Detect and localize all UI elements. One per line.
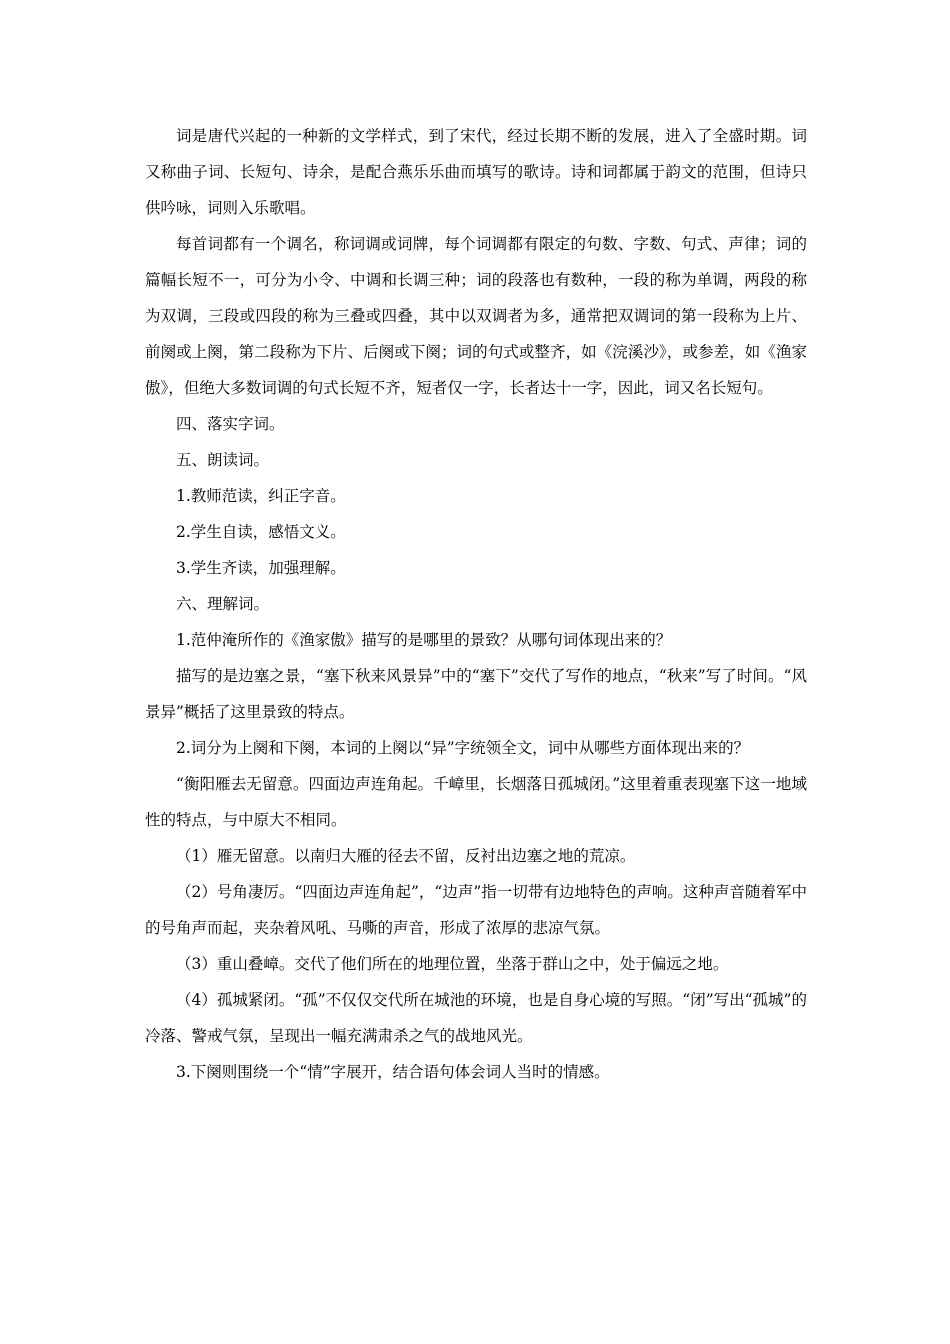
list-item-5-3: 3.学生齐读，加强理解。: [176, 559, 346, 577]
heading-section-5: 五、朗读词。: [176, 451, 270, 469]
question-6-2: 2.词分为上阕和下阕，本词的上阕以“异”字统领全文，词中从哪些方面体现出来的？: [176, 739, 750, 757]
question-6-1: 1.范仲淹所作的《渔家傲》描写的是哪里的景致？从哪句词体现出来的？: [176, 631, 672, 649]
answer-6-2: “衡阳雁去无留意。四面边声连角起。千嶂里，长烟落日孤城闭。”这里着重表现塞下这一地域性的特点，与中原大不相同。: [145, 775, 807, 829]
point-3: （3）重山叠嶂。交代了他们所在的地理位置，坐落于群山之中，处于偏远之地。: [176, 955, 729, 973]
document-page: [145, 118, 807, 1090]
answer-6-1: 描写的是边塞之景，“塞下秋来风景异”中的“塞下”交代了写作的地点，“秋来”写了时间。“风景异”概括了这里景致的特点。: [145, 667, 807, 721]
list-item-5-1: 1.教师范读，纠正字音。: [176, 487, 346, 505]
paragraph-cipai: 每首词都有一个调名，称词调或词牌，每个词调都有限定的句数、字数、句式、声律；词的篇幅长短不一，可分为小令、中调和长调三种；词的段落也有数种，一段的称为单调，两段的称为双调，三段或四段的称为三叠或四叠，其中以双调者为多，通常把双调词的第一段称为上片、前阕或上阕，第二段称为下片、后阕或下阕；词的句式或整齐，如《浣溪沙》，或参差，如《渔家傲》，但绝大多数词调的句式长短不齐，短者仅一字，长者达十一字，因此，词又名长短句。: [145, 235, 807, 397]
question-6-3: 3.下阕则围绕一个“情”字展开，结合语句体会词人当时的情感。: [176, 1063, 610, 1081]
point-4: （4）孤城紧闭。“孤”不仅仅交代所在城池的环境，也是自身心境的写照。“闭”写出“孤城”的冷落、警戒气氛，呈现出一幅充满肃杀之气的战地风光。: [145, 991, 807, 1045]
heading-section-4: 四、落实字词。: [176, 415, 285, 433]
heading-section-6: 六、理解词。: [176, 595, 270, 613]
point-2: （2）号角凄厉。“四面边声连角起”，“边声”指一切带有边地特色的声响。这种声音随着军中的号角声而起，夹杂着风吼、马嘶的声音，形成了浓厚的悲凉气氛。: [145, 883, 807, 937]
paragraph-ci-origin: 词是唐代兴起的一种新的文学样式，到了宋代，经过长期不断的发展，进入了全盛时期。词又称曲子词、长短句、诗余，是配合燕乐乐曲而填写的歌诗。诗和词都属于韵文的范围，但诗只供吟咏，词则入乐歌唱。: [145, 127, 807, 217]
list-item-5-2: 2.学生自读，感悟文义。: [176, 523, 346, 541]
point-1: （1）雁无留意。以南归大雁的径去不留，反衬出边塞之地的荒凉。: [176, 847, 636, 865]
